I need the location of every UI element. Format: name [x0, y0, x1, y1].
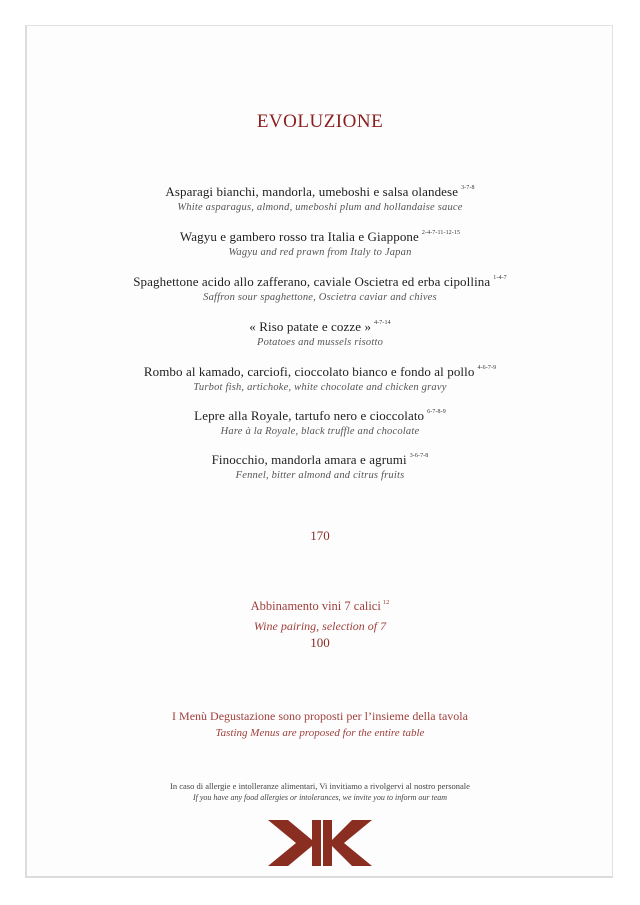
- dish-name-en: Potatoes and mussels risotto: [256, 337, 384, 348]
- kk-logo-icon: [268, 820, 372, 866]
- allergen-codes: 6-7-8-9: [427, 409, 446, 415]
- dish-name-en: Fennel, bitter almond and citrus fruits: [235, 470, 405, 481]
- dish-name-it: Asparagi bianchi, mandorla, umeboshi e salsa olandese $^{3-7-8}$: [165, 184, 475, 199]
- dish-name-en: Saffron sour spaghettone, Oscietra caviar and chives: [203, 292, 437, 303]
- allergy-notice-it: In caso di allergie e intolleranze alimentari, Vi invitiamo a rivolgervi al nostro personale: [170, 781, 470, 791]
- dish-item: [0, 364, 640, 393]
- allergen-codes: 4-7-14: [374, 320, 391, 326]
- allergen-codes: 2-4-7-11-12-15: [421, 230, 461, 236]
- dish-item: [0, 319, 640, 348]
- dish-name-it: Spaghettone acido allo zafferano, caviale Oscietra ed erba cipollina $^{1-4-7}$: [133, 274, 507, 289]
- dish-name-en: Turbot fish, artichoke, white chocolate and chicken gravy: [193, 382, 447, 393]
- dish-name-it: Finocchio, mandorla amara e agrumi $^{3-6-7-8}$: [211, 452, 429, 467]
- dish-item: [0, 184, 640, 213]
- allergen-codes: 1-4-7: [493, 275, 507, 281]
- wine-pairing-it: Abbinamento vini 7 calici $^{12}$: [250, 599, 390, 613]
- wine-pairing-price: 100: [310, 635, 330, 650]
- dish-item: [0, 229, 640, 258]
- dish-item: [0, 408, 640, 437]
- allergy-notice-en: If you have any food allergies or intolerances, we invite you to inform our team: [192, 793, 448, 802]
- dish-name-en: White asparagus, almond, umeboshi plum and hollandaise sauce: [177, 202, 463, 213]
- allergen-codes: 12: [382, 599, 390, 606]
- wine-pairing-en: Wine pairing, selection of 7: [253, 619, 387, 633]
- dish-item: [0, 274, 640, 303]
- dish-name-en: Wagyu and red prawn from Italy to Japan: [228, 247, 412, 258]
- menu-price: 170: [310, 528, 330, 543]
- allergen-codes: 4-6-7-9: [477, 365, 497, 371]
- tasting-note-it: I Menù Degustazione sono proposti per l’insieme della tavola: [172, 709, 468, 723]
- allergen-codes: 3-7-8: [461, 185, 475, 191]
- dish-name-it: « Riso patate e cozze » $^{4-7-14}$: [249, 319, 391, 334]
- dish-name-it: Lepre alla Royale, tartufo nero e cioccolato $^{6-7-8-9}$: [194, 408, 446, 423]
- dish-name-it: Rombo al kamado, carciofi, cioccolato bianco e fondo al pollo $^{4-6-7-9}$: [143, 364, 497, 379]
- dish-name-it: Wagyu e gambero rosso tra Italia e Giappone $^{2-4-7-11-12-15}$: [179, 229, 461, 244]
- dish-name-en: Hare à la Royale, black truffle and chocolate: [220, 426, 420, 437]
- menu-title: EVOLUZIONE: [256, 111, 384, 132]
- dish-item: [0, 452, 640, 481]
- allergen-codes: 3-6-7-8: [409, 453, 429, 459]
- tasting-note-en: Tasting Menus are proposed for the entire table: [215, 727, 425, 739]
